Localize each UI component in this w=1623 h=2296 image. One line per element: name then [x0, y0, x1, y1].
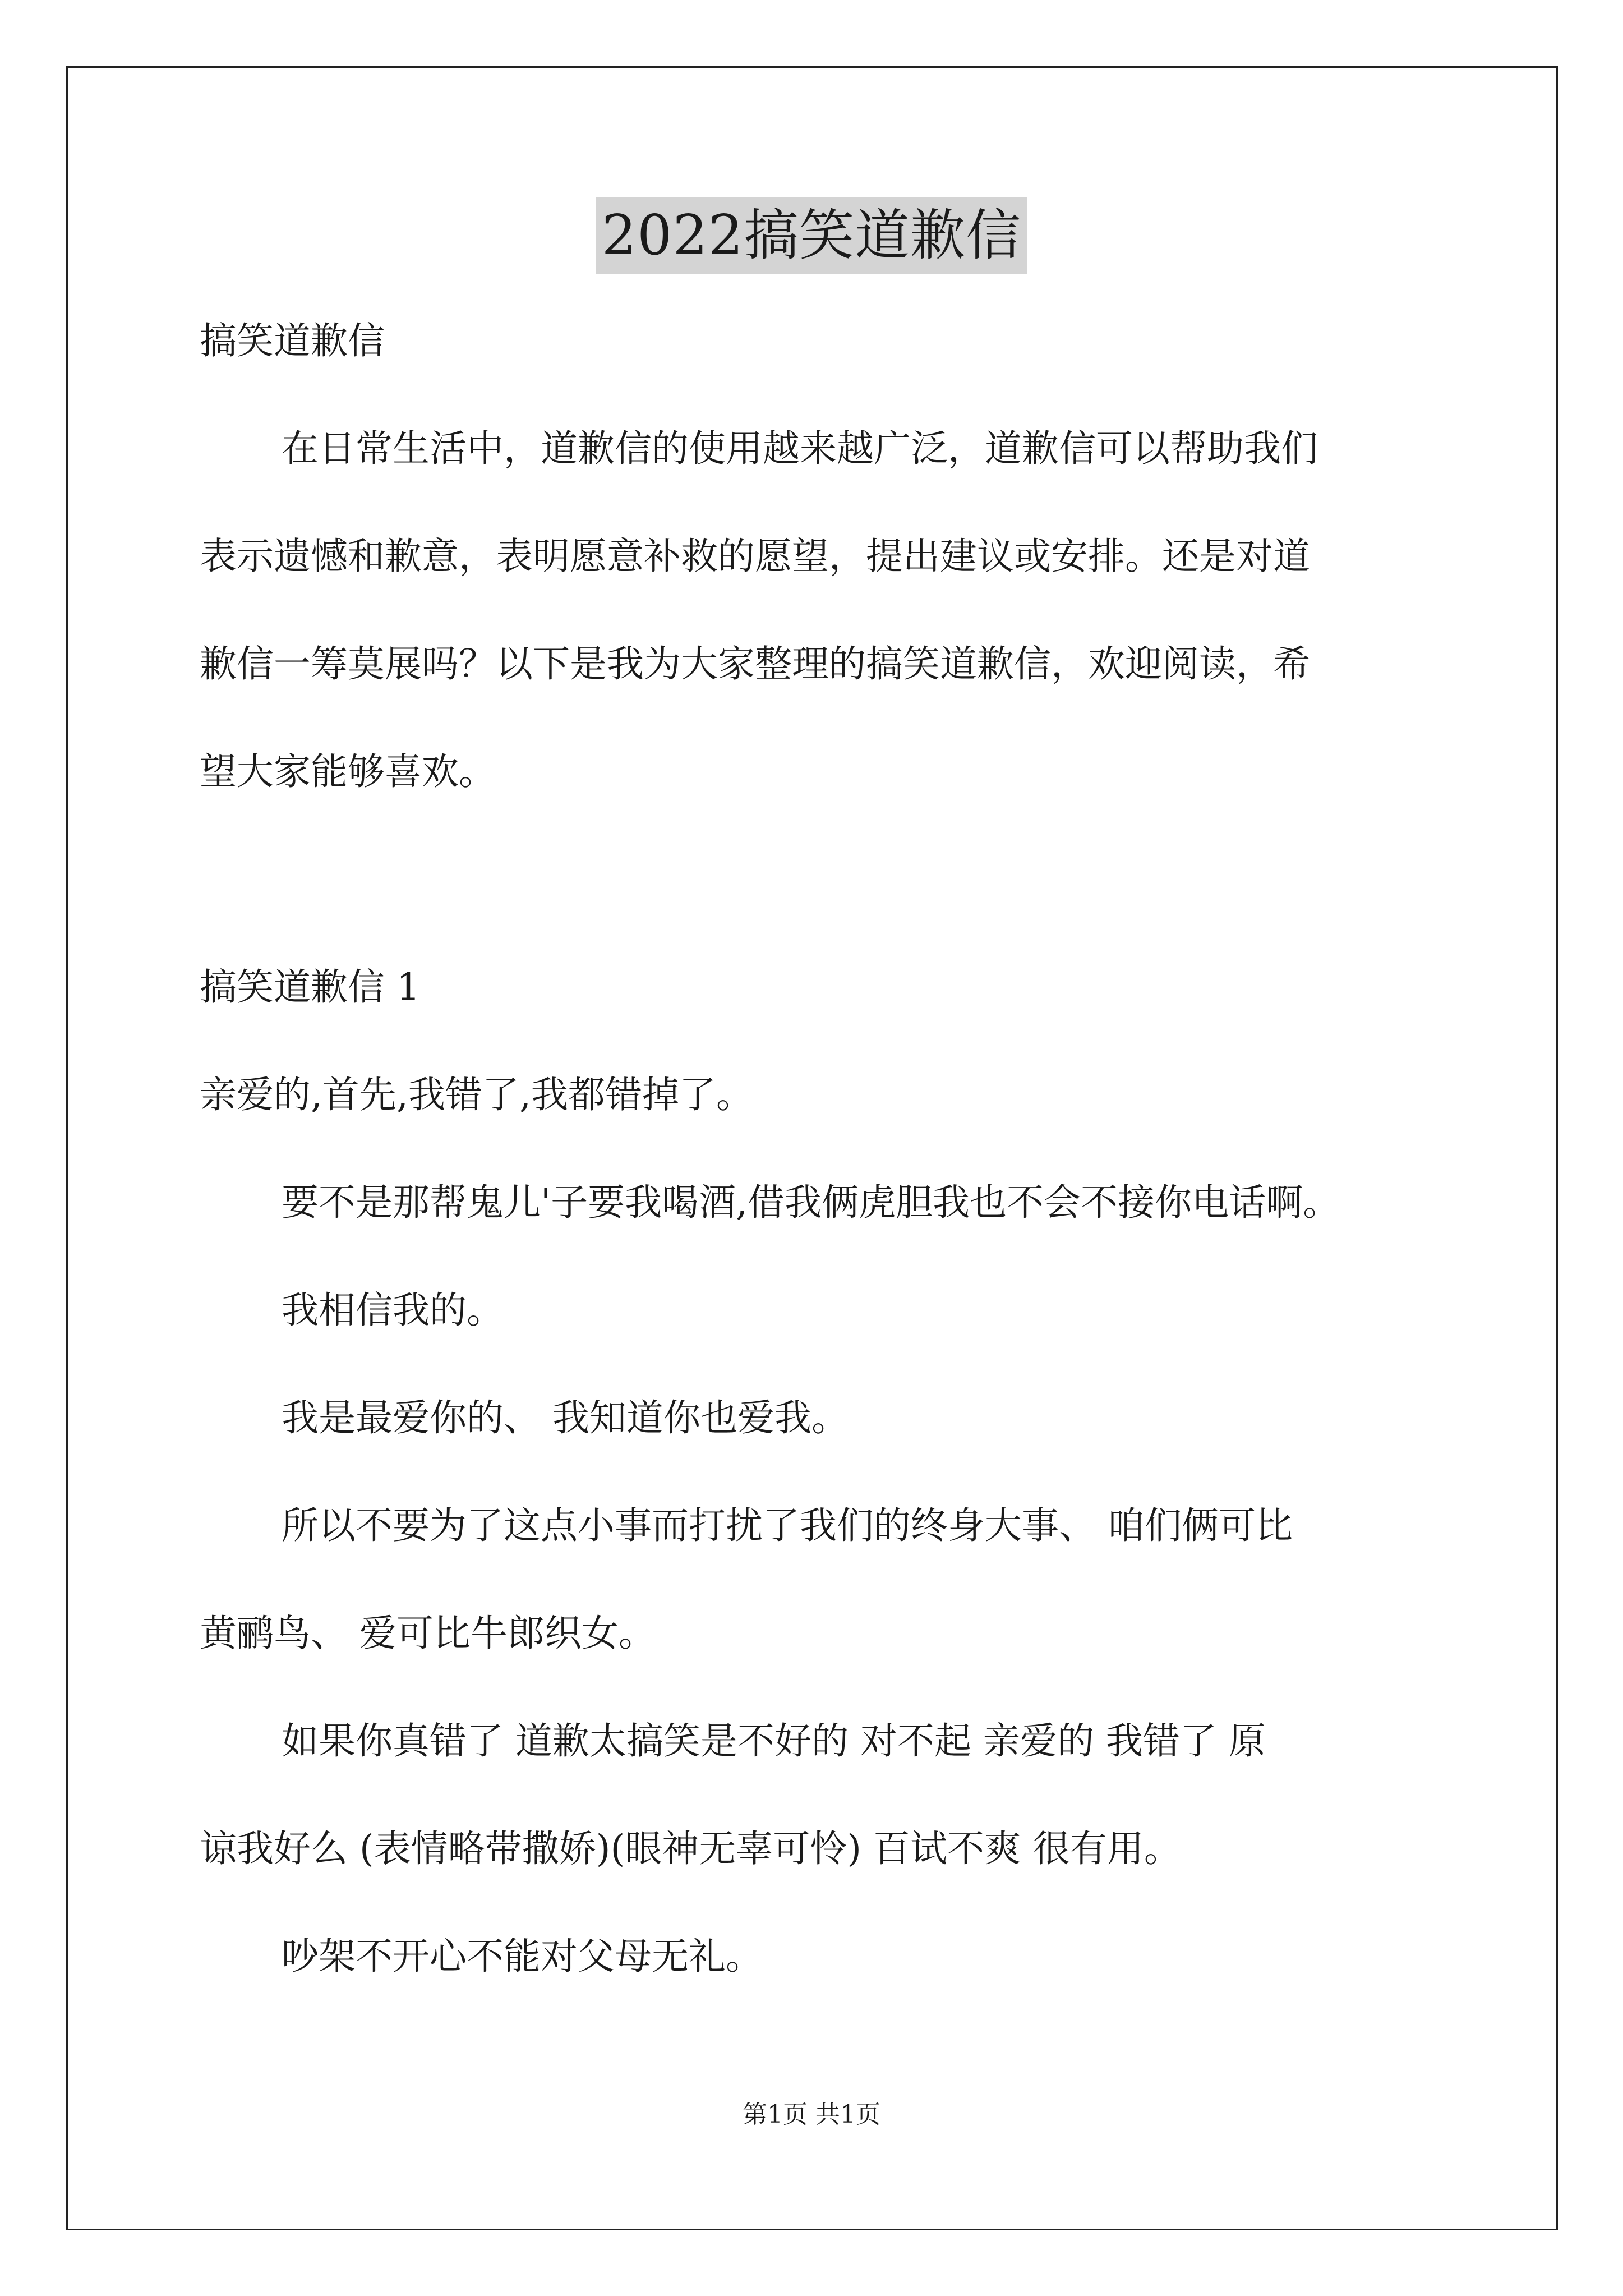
body-paragraph-6-line-1: 如果你真错了 道歉太搞笑是不好的 对不起 亲爱的 我错了 原: [282, 1719, 1266, 1763]
blank-line: [200, 1230, 1456, 1283]
body-paragraph-5-line-2: 黄鹂鸟、 爱可比牛郎织女。: [200, 1612, 656, 1655]
body-paragraph-1: 亲爱的,首先,我错了,我都错掉了。: [200, 1073, 753, 1116]
blank-line: [200, 1337, 1456, 1391]
document-title: 2022搞笑道歉信: [596, 197, 1027, 274]
intro-line-3: 歉信一筹莫展吗？以下是我为大家整理的搞笑道歉信，欢迎阅读，希: [200, 642, 1310, 685]
page-footer: 第1页 共1页: [743, 2100, 880, 2129]
blank-line: [200, 1014, 1456, 1068]
blank-line: [200, 853, 1456, 907]
section-heading: 搞笑道歉信: [200, 319, 385, 362]
blank-line: [200, 1876, 1456, 1930]
title-wrap: [0, 197, 1623, 274]
intro-line-4: 望大家能够喜欢。: [200, 750, 496, 793]
body-paragraph-7: 吵架不开心不能对父母无礼。: [282, 1935, 763, 1978]
blank-line: [200, 907, 1456, 960]
body-paragraph-5-line-1: 所以不要为了这点小事而打扰了我们的终身大事、 咱们俩可比: [282, 1504, 1293, 1547]
body-paragraph-4: 我是最爱你的、 我知道你也爱我。: [282, 1396, 849, 1439]
blank-line: [200, 1660, 1456, 1714]
document-body: [200, 314, 1456, 1984]
body-paragraph-2: 要不是那帮鬼儿'子要我喝酒,借我俩虎胆我也不会不接你电话啊。: [282, 1181, 1340, 1224]
blank-line: [200, 1768, 1456, 1822]
blank-line: [200, 368, 1456, 422]
intro-line-1: 在日常生活中，道歉信的使用越来越广泛，道歉信可以帮助我们: [282, 427, 1318, 470]
blank-line: [200, 583, 1456, 637]
body-paragraph-6-line-2: 谅我好么 (表情略带撒娇)(眼神无辜可怜) 百试不爽 很有用。: [200, 1827, 1181, 1870]
blank-line: [200, 476, 1456, 530]
blank-line: [200, 799, 1456, 853]
blank-line: [200, 691, 1456, 745]
blank-line: [200, 1122, 1456, 1176]
blank-line: [200, 1553, 1456, 1607]
intro-line-2: 表示遗憾和歉意，表明愿意补救的愿望，提出建议或安排。还是对道: [200, 535, 1310, 578]
blank-line: [200, 1445, 1456, 1499]
body-paragraph-3: 我相信我的。: [282, 1289, 504, 1332]
section-heading-1: 搞笑道歉信 1: [200, 965, 420, 1009]
